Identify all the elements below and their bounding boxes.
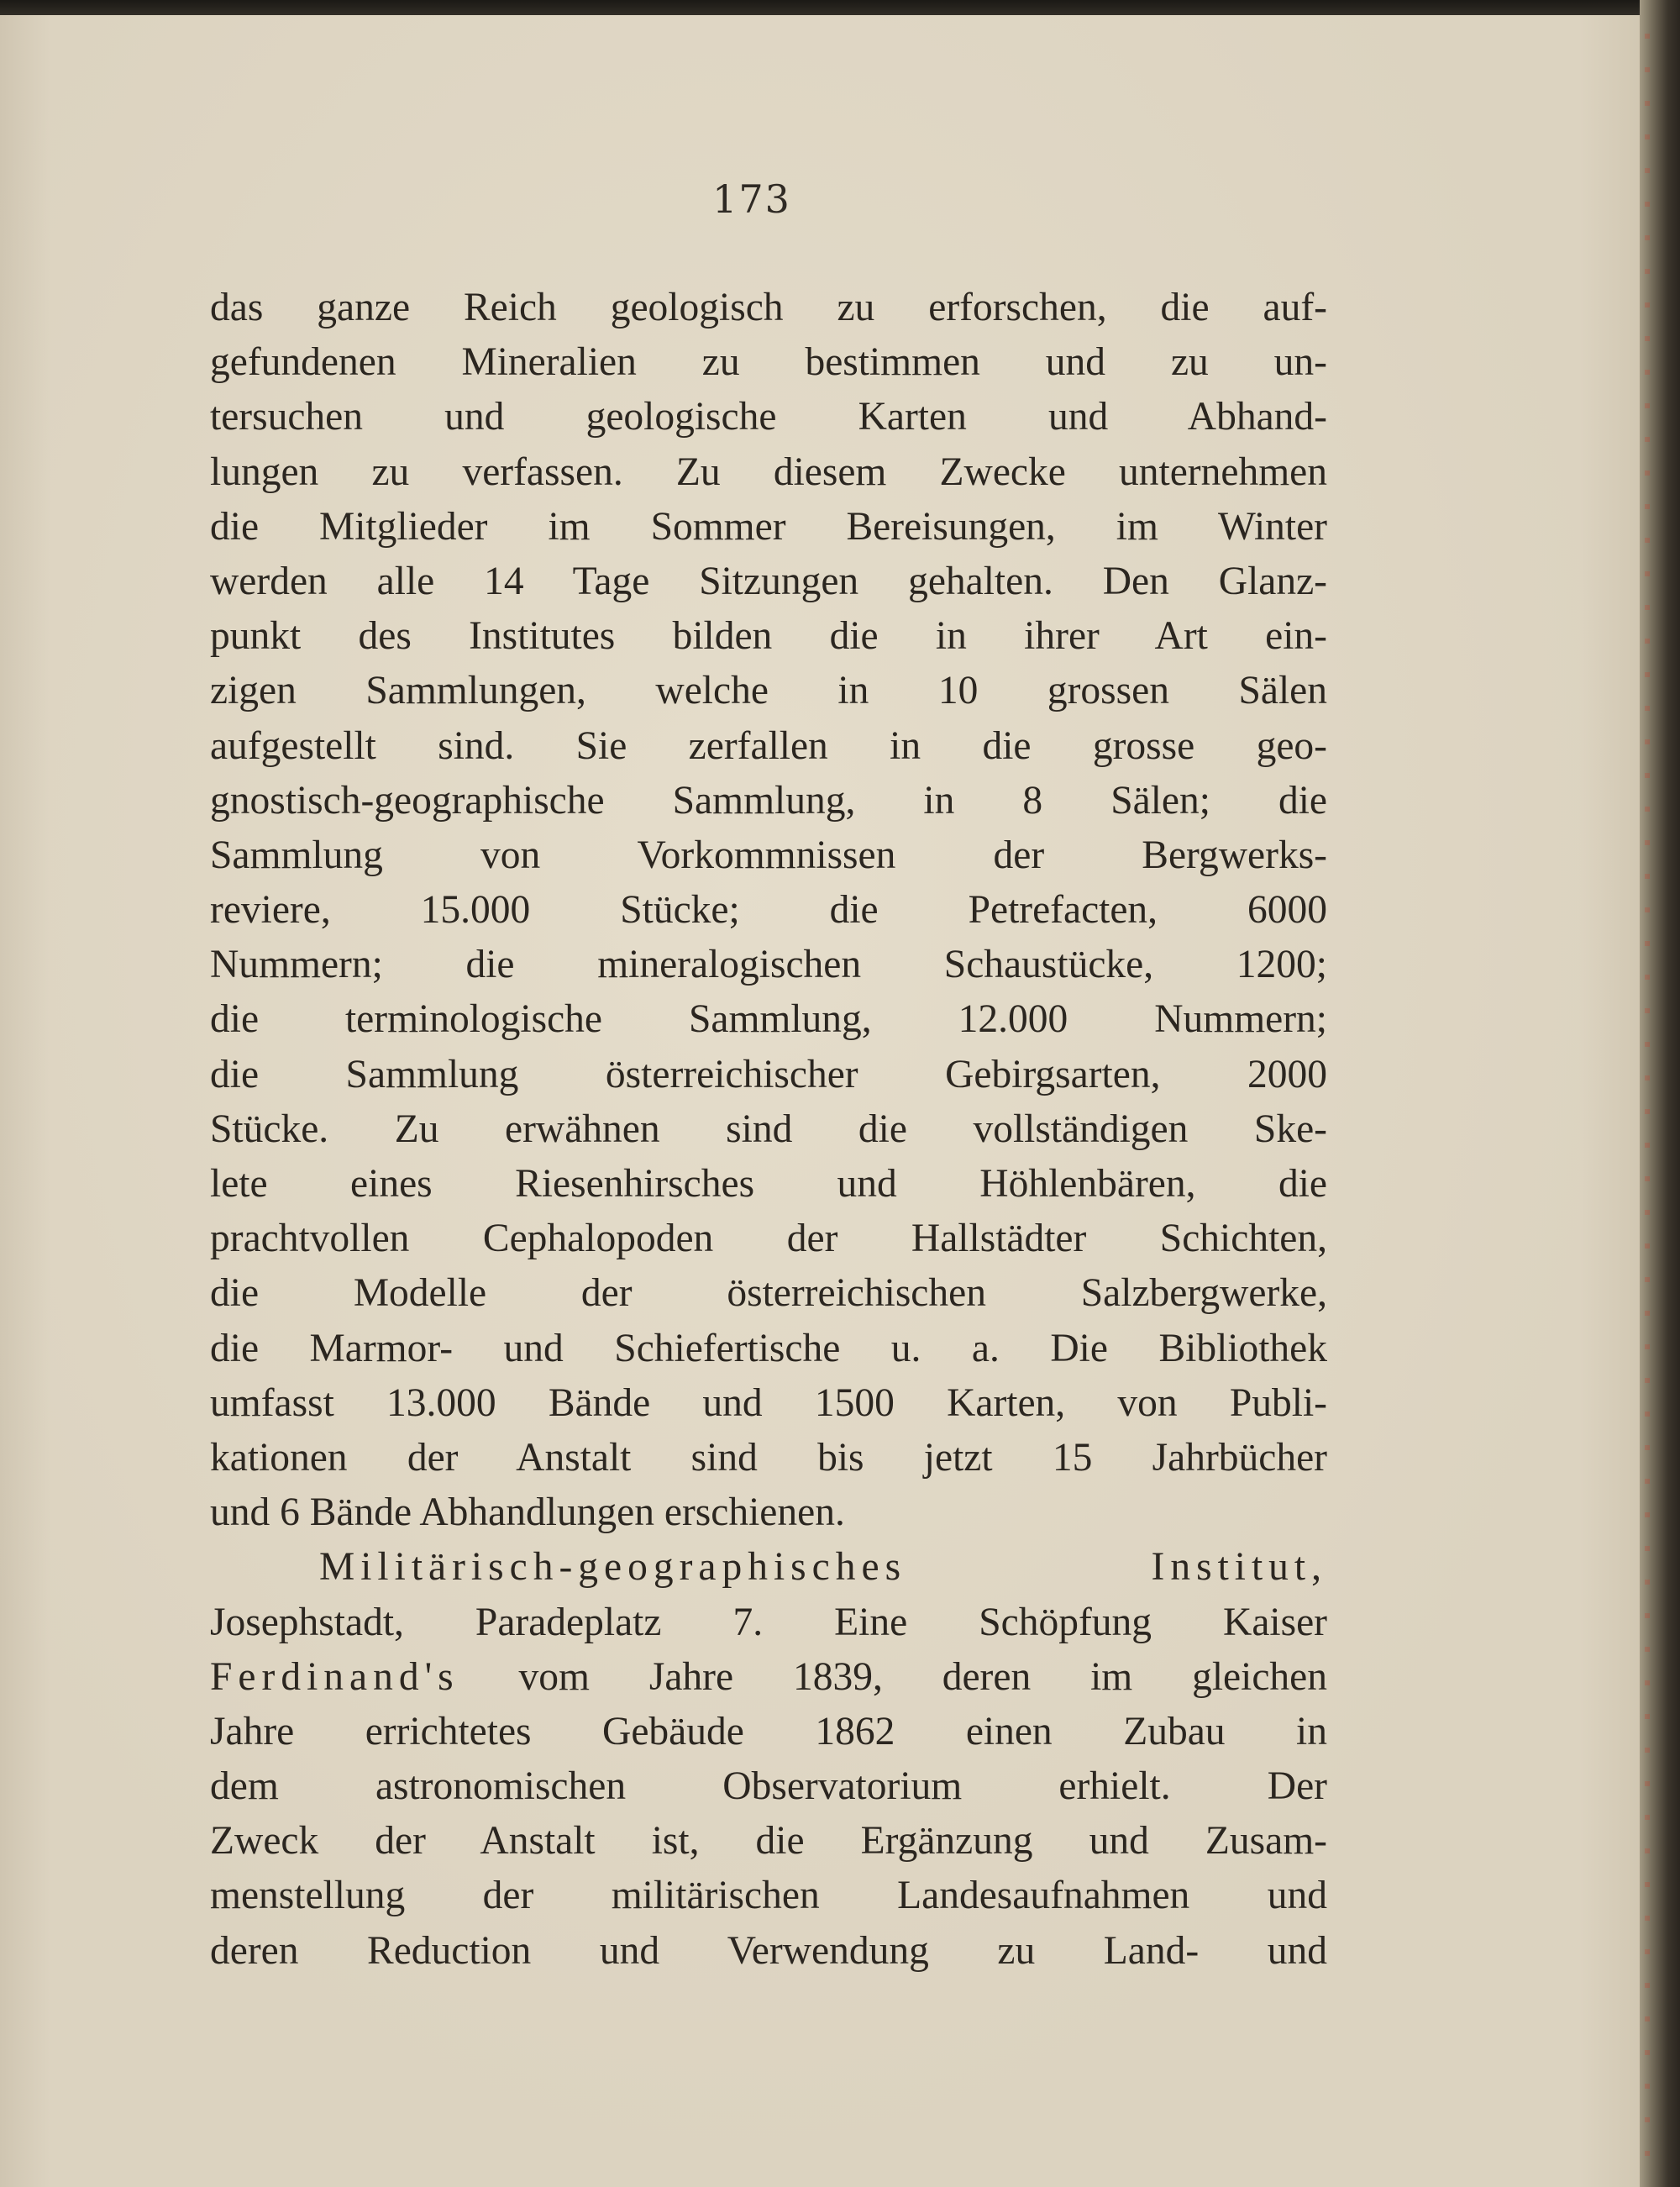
text-line: prachtvollen Cephalopoden der Hallstädter Schichten,	[210, 1217, 1327, 1261]
emphasized-name: Ferdinand's	[210, 1654, 459, 1699]
text-line: die Sammlung österreichischer Gebirgsarten, 2000	[210, 1052, 1327, 1096]
text-line: reviere, 15.000 Stücke; die Petrefacten, 6000	[210, 888, 1327, 933]
text-line: die Modelle der österreichischen Salzbergwerke,	[210, 1271, 1327, 1316]
text-line-with-name	[210, 1650, 1327, 1705]
text-line-rest: vom Jahre 1839, deren im gleichen	[459, 1654, 1327, 1699]
text-line: Jahre errichtetes Gebäude 1862 einen Zubau in	[210, 1709, 1327, 1753]
page-number: 173	[712, 176, 791, 222]
body-text	[210, 281, 1327, 1979]
book-spine-edge	[1640, 0, 1680, 2187]
text-line: aufgestellt sind. Sie zerfallen in die grosse geo-	[210, 723, 1327, 768]
text-line: dem astronomischen Observatorium erhielt. Der	[210, 1764, 1327, 1809]
text-line: punkt des Institutes bilden die in ihrer Art ein-	[210, 614, 1327, 659]
text-line: gnostisch-geographische Sammlung, in 8 Sälen; die	[210, 778, 1327, 823]
text-line: zigen Sammlungen, welche in 10 grossen Sälen	[210, 669, 1327, 713]
text-line: tersuchen und geologische Karten und Abhand-	[210, 395, 1327, 439]
text-line: das ganze Reich geologisch zu erforschen, die auf-	[210, 286, 1327, 329]
text-line: deren Reduction und Verwendung zu Land- und	[210, 1928, 1327, 1973]
text-line: lete eines Riesenhirsches und Höhlenbären, die	[210, 1162, 1327, 1206]
book-page	[0, 15, 1642, 2187]
text-line: umfasst 13.000 Bände und 1500 Karten, von Publi-	[210, 1380, 1327, 1425]
text-line: menstellung der militärischen Landesaufnahmen und	[210, 1874, 1327, 1918]
text-line: Zweck der Anstalt ist, die Ergänzung und Zusam-	[210, 1819, 1327, 1864]
text-line: Sammlung von Vorkommnissen der Bergwerks-	[210, 833, 1327, 877]
text-line: die Mitglieder im Sommer Bereisungen, im Winter	[210, 504, 1327, 549]
text-line: kationen der Anstalt sind bis jetzt 15 Jahrbücher	[210, 1435, 1327, 1480]
text-line: werden alle 14 Tage Sitzungen gehalten. Den Glanz-	[210, 559, 1327, 603]
text-line: Stücke. Zu erwähnen sind die vollständigen Ske-	[210, 1107, 1327, 1151]
text-line: die Marmor- und Schiefertische u. a. Die Bibliothek	[210, 1326, 1327, 1370]
text-line: und 6 Bände Abhandlungen erschienen.	[210, 1490, 845, 1535]
text-line: Nummern; die mineralogischen Schaustücke, 1200;	[210, 943, 1327, 987]
text-line: die terminologische Sammlung, 12.000 Nummern;	[210, 997, 1327, 1042]
text-line: Josephstadt, Paradeplatz 7. Eine Schöpfung Kaiser	[210, 1600, 1327, 1644]
text-line: gefundenen Mineralien zu bestimmen und zu un-	[210, 340, 1327, 385]
text-line: lungen zu verfassen. Zu diesem Zwecke unternehmen	[210, 449, 1327, 494]
section-heading-line: Militärisch-geographisches Institut,	[319, 1545, 1327, 1590]
